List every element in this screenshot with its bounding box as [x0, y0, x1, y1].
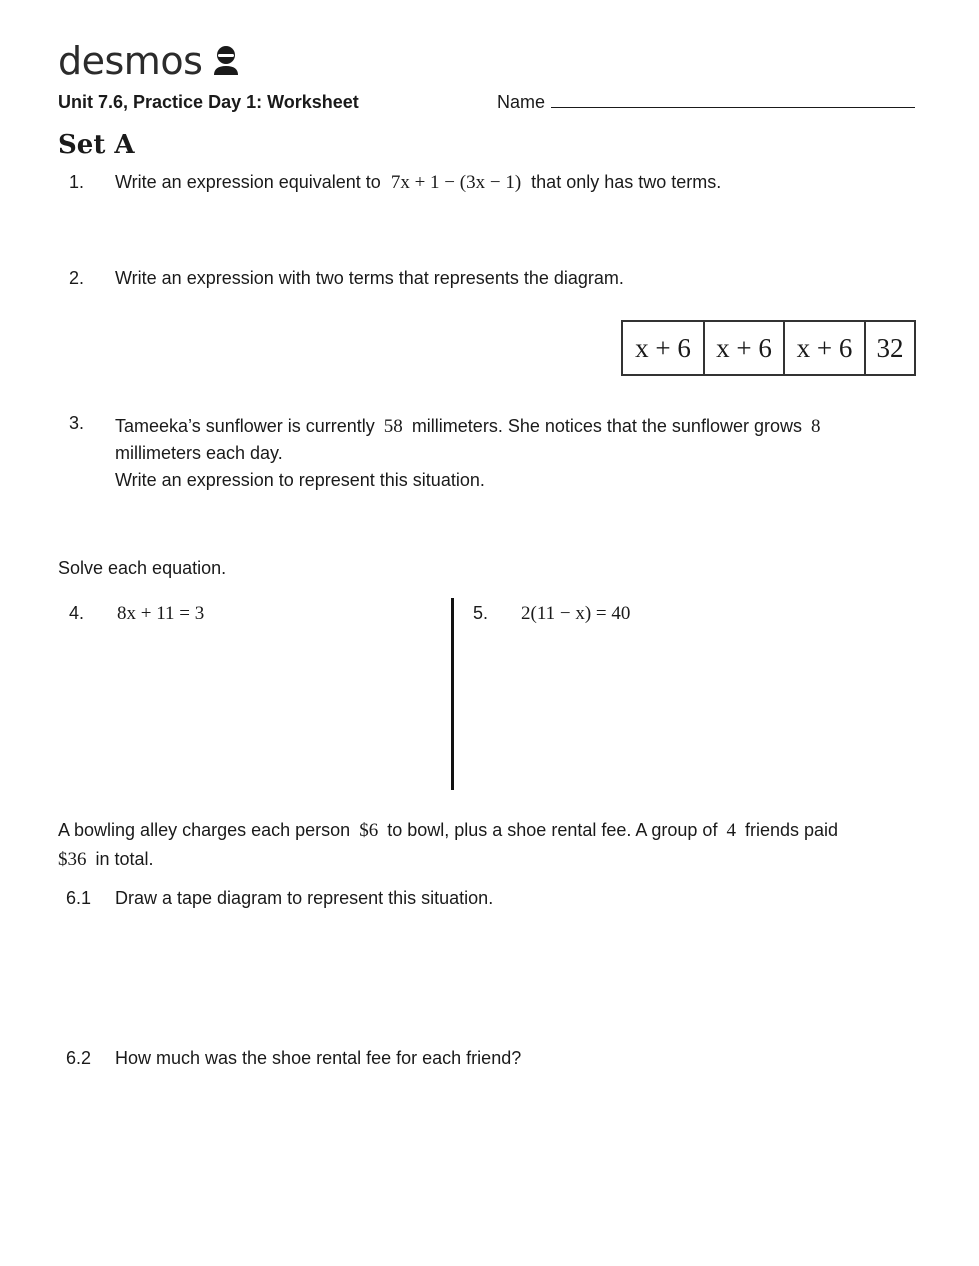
- q6-1-number: 6.1: [66, 888, 92, 908]
- q6-group: 4: [726, 820, 736, 841]
- logo-text: desmos: [58, 38, 203, 83]
- tape-diagram: [621, 320, 916, 376]
- q6-intro-b: to bowl, plus a shoe rental fee. A group of: [387, 820, 718, 840]
- q1-text-before: Write an expression equivalent to: [115, 172, 381, 192]
- q5-equation: 2(11 − x) = 40: [521, 603, 631, 624]
- q6-intro-d: in total.: [95, 849, 154, 869]
- q3-text-c: millimeters each day.: [115, 443, 283, 463]
- q5-number: 5.: [473, 603, 489, 623]
- q2-number: 2.: [69, 268, 85, 288]
- solve-instruction: Solve each equation.: [58, 558, 227, 578]
- q6-intro-c: friends paid: [744, 820, 839, 840]
- q4-number: 4.: [69, 603, 85, 623]
- tape-cell: x + 6: [623, 322, 705, 374]
- column-divider: [451, 598, 454, 790]
- q3-value-a: 58: [383, 416, 403, 437]
- name-line[interactable]: [551, 93, 915, 108]
- q4-equation: 8x + 11 = 3: [117, 603, 205, 624]
- worksheet-title: Unit 7.6, Practice Day 1: Worksheet: [58, 92, 359, 112]
- q3-value-b: 8: [811, 416, 821, 437]
- q3-text-b: millimeters. She notices that the sunflower grows: [411, 416, 802, 436]
- q6-intro-a: A bowling alley charges each person: [58, 820, 351, 840]
- q3-text-d: Write an expression to represent this situation.: [115, 470, 485, 490]
- q6-total: $36: [58, 849, 87, 870]
- q3-text: [115, 413, 875, 494]
- desmos-person-icon: [212, 44, 240, 81]
- q1-text-after: that only has two terms.: [531, 172, 722, 192]
- q6-price: $6: [359, 820, 379, 841]
- q6-intro: [58, 816, 918, 874]
- q6-1-text: Draw a tape diagram to represent this situation.: [115, 888, 494, 908]
- q2-text: Write an expression with two terms that represents the diagram.: [115, 268, 624, 288]
- q6-2-text: How much was the shoe rental fee for each friend?: [115, 1048, 522, 1068]
- set-title: Set A: [58, 130, 135, 160]
- q6-2-number: 6.2: [66, 1048, 92, 1068]
- tape-cell: x + 6: [785, 322, 866, 374]
- name-label: Name: [497, 92, 546, 112]
- q1-expression: 7x + 1 − (3x − 1): [390, 172, 522, 193]
- q3-text-a: Tameeka’s sunflower is currently: [115, 416, 375, 436]
- q1-text: [115, 172, 721, 194]
- q3-number: 3.: [69, 413, 85, 433]
- q1-number: 1.: [69, 172, 85, 192]
- tape-cell: x + 6: [705, 322, 785, 374]
- name-field[interactable]: [497, 92, 915, 113]
- tape-cell: 32: [876, 332, 904, 363]
- desmos-logo: [58, 40, 240, 81]
